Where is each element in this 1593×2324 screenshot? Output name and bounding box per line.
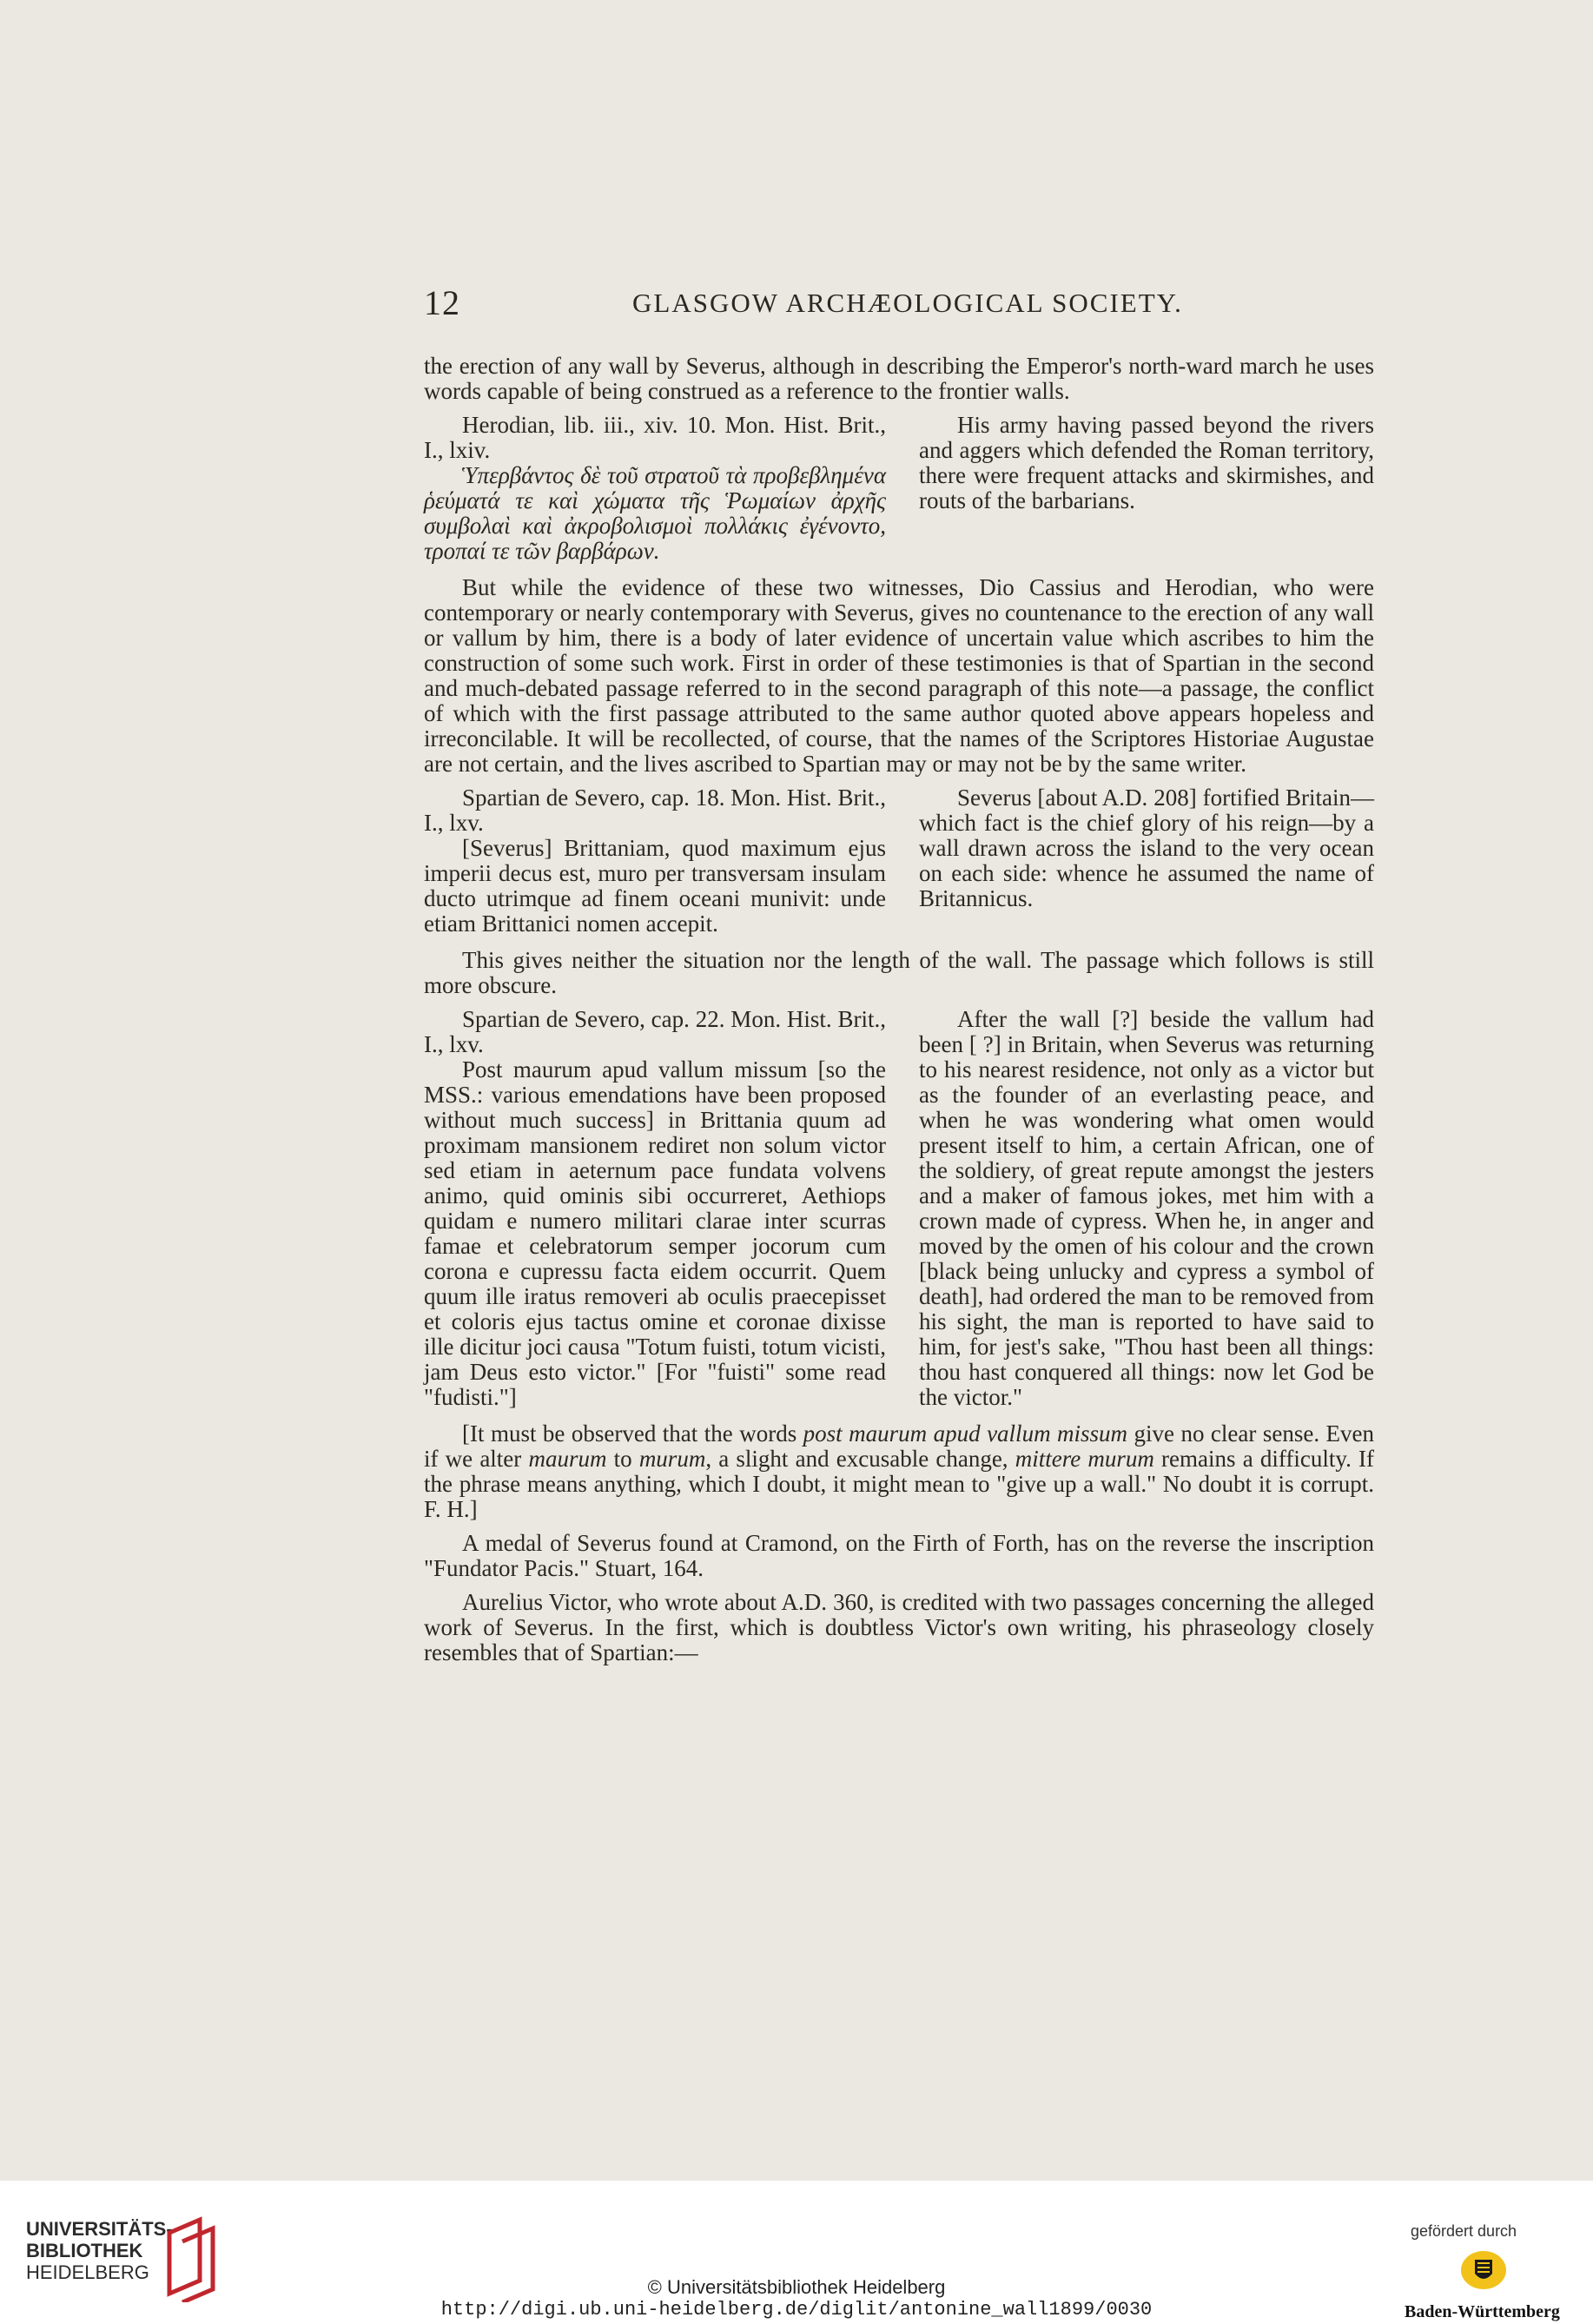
paragraph-3: This gives neither the situation nor the length of the wall. The passage which follows is still more obscure. — [424, 947, 1374, 998]
paragraph-4: [It must be observed that the words post maurum apud vallum missum give no clear sense. Even if we alter maurum to murum, a slight and excusable change, mittere murum remains a difficulty. If the phrase means anything, which I doubt, it might mean to "give up a wall." No doubt it is corrupt. F. H.] — [424, 1420, 1375, 1522]
paragraph-2: But while the evidence of these two witnesses, Dio Cassius and Herodian, who were contemporary or nearly contemporary with Severus, gives no countenance to the erection of any wall or vallum by him, there is a body of later evidence of uncertain value which ascribes to him the construction of some such work. First in order of these testimonies is that of Spartian in the second and much-debated passage referred to in the second paragraph of this note—a passage, the conflict of which with the first passage attributed to the same author quoted above appears hopeless and irreconcilable. It will be recollected, of course, that the names of the Scriptores Historiae Augustae are not certain, and the lives ascribed to Spartian may or may not be by the same writer. — [424, 574, 1374, 777]
body-text — [424, 354, 1374, 1674]
spartian-18-reference: Spartian de Severo, cap. 18. Mon. Hist. Brit., I., lxv. — [424, 785, 886, 836]
page-number: 12 — [424, 283, 460, 322]
funder-name: Baden-Württemberg — [1405, 2302, 1560, 2321]
spartian-18-quote — [424, 785, 1374, 937]
coat-of-arms-icon — [1459, 2246, 1508, 2294]
herodian-original — [424, 413, 886, 564]
spartian-22-reference: Spartian de Severo, cap. 22. Mon. Hist. Brit., I., lxv. — [424, 1006, 886, 1057]
spartian-22-original — [424, 1007, 886, 1410]
herodian-quote — [424, 413, 1374, 564]
copyright-notice: © Universitätsbibliothek Heidelberg — [647, 2276, 946, 2298]
spartian-22-translation: After the wall [?] beside the vallum had been [ ?] in Britain, when Severus was returning to his nearest residence, not only as a victor but as the founder of an everlasting peace, and when he was wondering what omen would present itself to him, a certain African, one of the soldiery, of great repute amongst the jesters and a maker of famous jokes, met him with a crown made of cypress. When he, in anger and moved by the omen of his colour and the crown [black being unlucky and cypress a symbol of death], had ordered the man to be removed from his sight, the man is reported to have said to him, for jest's sake, "Thou hast been all things: thou hast conquered all things: now let God be the victor." — [919, 1006, 1374, 1410]
footer-bar — [0, 2181, 1593, 2324]
spartian-22-quote — [424, 1007, 1374, 1410]
running-title: GLASGOW ARCHÆOLOGICAL SOCIETY. — [632, 288, 1183, 318]
spartian-18-translation: Severus [about A.D. 208] fortified Britain—which fact is the chief glory of his reign—by a wall drawn across the island to the very ocean on each side: whence he assumed the name of Britannicus. — [919, 785, 1374, 911]
spartian-18-latin: [Severus] Brittaniam, quod maximum ejus imperii decus est, muro per transversam insulam ducto utrimque ad finem oceani munivit: unde etiam Brittanici nomen accepit. — [424, 835, 886, 937]
funded-by-label: gefördert durch — [1411, 2222, 1517, 2240]
herodian-greek-text: Ὑπερβάντος δὲ τοῦ στρατοῦ τὰ προβεβλημένα ῥεύματά τε καὶ χώματα τῆς Ῥωμαίων ἀρχῆς συμβολαὶ καὶ ἀκροβολισμοὶ πολλάκις ἐγένοντο, τροπαί τε τῶν βαρβάρων. — [424, 462, 886, 564]
page-header — [424, 282, 1374, 326]
source-url-link[interactable]: http://digi.ub.uni-heidelberg.de/diglit/antonine_wall1899/0030 — [440, 2299, 1153, 2321]
herodian-translation: His army having passed beyond the rivers and aggers which defended the Roman territory, there were frequent attacks and skirmishes, and routs of the barbarians. — [919, 412, 1374, 513]
library-name: UNIVERSITÄTS- BIBLIOTHEK HEIDELBERG — [26, 2218, 173, 2283]
paragraph-6: Aurelius Victor, who wrote about A.D. 360, is credited with two passages concerning the alleged work of Severus. In the first, which is doubtless Victor's own writing, his phraseology closely resembles that of Spartian:— — [424, 1589, 1374, 1665]
paragraph-5: A medal of Severus found at Cramond, on the Firth of Forth, has on the reverse the inscription "Fundator Pacis." Stuart, 164. — [424, 1530, 1374, 1581]
spartian-18-original — [424, 785, 886, 937]
spartian-22-latin: Post maurum apud vallum missum [so the MSS.: various emendations have been proposed without much success] in Brittania quum ad proximam mansionem rediret non solum victor sed etiam in aeternum pace fundata volvens animo, quid ominis sibi occurreret, Aethiops quidam e numero militari clarae inter scurras famae et celebratorum semper jocorum cum corona e cupressu facta eidem occurrit. Quem quum ille iratus removeri ab oculis praecepisset et coloris ejus tactus omine et coronae dixisse ille dicitur joci causa "Totum fuisti, totum vicisti, jam Deus esto victor." [For "fuisti" some read "fudisti."] — [424, 1056, 886, 1410]
herodian-reference: Herodian, lib. iii., xiv. 10. Mon. Hist. Brit., I., lxiv. — [424, 412, 886, 463]
paragraph-1: the erection of any wall by Severus, although in describing the Emperor's north-ward march he uses words capable of being construed as a reference to the frontier walls. — [424, 353, 1374, 404]
